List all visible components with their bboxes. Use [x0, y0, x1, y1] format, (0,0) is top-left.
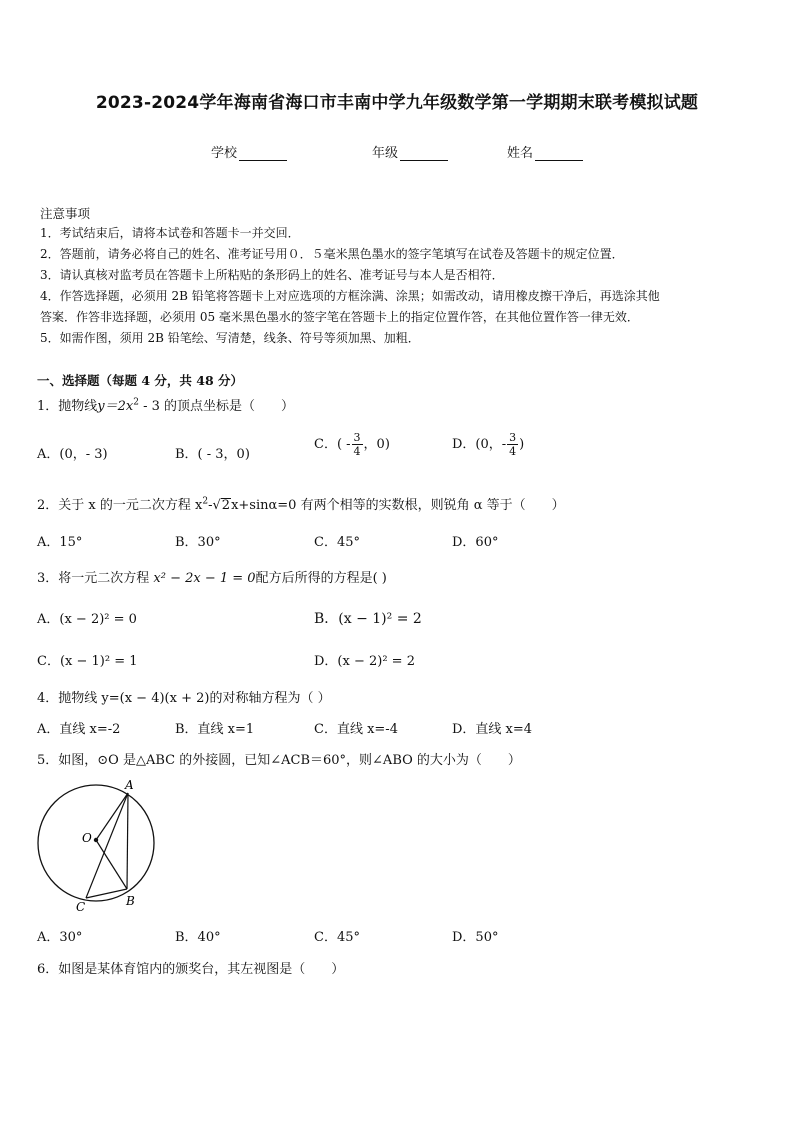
q1-d-suffix: )	[519, 437, 525, 452]
q3-text: 3．将一元二次方程	[37, 571, 150, 586]
q1-equation: y＝2x	[97, 399, 134, 414]
note-item: 2．答题前，请务必将自己的姓名、准考证号用０．５毫米黑色墨水的签字笔填写在试卷及答题卡的规定位置．	[40, 247, 624, 261]
q1-c-denominator: 4	[353, 445, 361, 458]
question-6-stem: 6．如图是某体育馆内的颁奖台，其左视图是（ ）	[37, 962, 345, 977]
q2-sqrt: 2	[221, 498, 231, 513]
q2-option-b[interactable]: B．30°	[175, 535, 221, 550]
grade-field	[372, 142, 448, 161]
label-c: C	[76, 900, 86, 914]
center-point	[94, 838, 98, 842]
question-3-stem	[37, 567, 387, 586]
q4-option-a[interactable]: A．直线 x=-2	[37, 722, 121, 737]
q2-option-c[interactable]: C．45°	[314, 535, 360, 550]
q4-option-d[interactable]: D．直线 x=4	[452, 722, 533, 737]
q5-option-d[interactable]: D．50°	[452, 930, 499, 945]
page-title: 2023-2024学年海南省海口市丰南中学九年级数学第一学期期末联考模拟试题	[95, 93, 699, 113]
question-2-stem: 2．关于 x 的一元二次方程 $x^2-√2x+\sin\alpha=0$ 有两个相等的实数根，则锐角 α 等于（ ）	[37, 496, 565, 513]
q1-text: 1．抛物线	[37, 399, 98, 414]
note-item: 3．请认真核对监考员在答题卡上所粘贴的条形码上的姓名、准考证号与本人是否相符．	[40, 268, 504, 282]
q1-option-a[interactable]: A．(0，- 3)	[37, 447, 108, 462]
q1-text-end: - 3 的顶点坐标是（ ）	[138, 399, 295, 414]
q1-c-numerator: 3	[353, 431, 361, 444]
q1-option-c[interactable]	[314, 431, 390, 458]
q4-option-c[interactable]: C．直线 x=-4	[314, 722, 398, 737]
question-1-stem	[37, 395, 294, 414]
q3-equation: x² − 2x − 1 = 0	[153, 571, 256, 586]
name-label: 姓名	[507, 146, 534, 161]
q3-option-b[interactable]: B．(x − 1)² = 2	[314, 611, 422, 627]
q3-option-d[interactable]: D．(x − 2)² = 2	[314, 654, 415, 669]
label-o: O	[82, 831, 92, 845]
q2-text-end: x+sinα=0 有两个相等的实数根，则锐角 α 等于（ ）	[231, 498, 565, 513]
q2-exponent: 2	[202, 496, 209, 507]
name-field	[507, 142, 583, 161]
q3-option-c[interactable]: C．(x − 1)² = 1	[37, 654, 138, 669]
segment-ob	[96, 840, 127, 889]
q1-exponent: 2	[133, 397, 139, 408]
school-field	[211, 142, 287, 161]
q1-c-fraction	[352, 431, 363, 458]
q3-option-a[interactable]: A．(x − 2)² = 0	[37, 612, 137, 627]
q5-option-c[interactable]: C．45°	[314, 930, 360, 945]
note-item: 4．作答选择题，必须用 2B 铅笔将答题卡上对应选项的方框涂满、涂黑；如需改动，请用橡皮擦干净后，再选涂其他	[40, 289, 660, 303]
notes-heading: 注意事项	[40, 206, 91, 221]
grade-label: 年级	[372, 146, 399, 161]
q2-text: 2．关于 x 的一元二次方程 x	[37, 498, 203, 513]
circumcircle	[38, 785, 154, 901]
q1-d-denominator: 4	[509, 445, 517, 458]
question-4-stem: 4．抛物线 y=(x − 4)(x + 2)的对称轴方程为（ ）	[37, 691, 331, 706]
grade-blank	[400, 148, 448, 161]
segment-cb	[86, 889, 127, 898]
q5-option-b[interactable]: B．40°	[175, 930, 221, 945]
q2-option-d[interactable]: D．60°	[452, 535, 499, 550]
q1-c-prefix: C．( -	[314, 437, 351, 452]
q4-option-b[interactable]: B．直线 x=1	[175, 722, 255, 737]
name-blank	[535, 148, 583, 161]
segment-ab	[127, 793, 128, 889]
section-heading: 一、选择题（每题 4 分，共 48 分）	[37, 373, 244, 388]
circle-diagram	[30, 775, 165, 915]
label-a: A	[125, 778, 134, 792]
q2-minus: -	[208, 498, 213, 513]
note-item: 1．考试结束后，请将本试卷和答题卡一并交回．	[40, 226, 300, 240]
q1-d-prefix: D．(0，-	[452, 437, 507, 452]
label-b: B	[126, 894, 135, 908]
q1-d-fraction	[507, 431, 518, 458]
segment-ac	[86, 793, 128, 898]
school-blank	[239, 148, 287, 161]
note-item: 5．如需作图，须用 2B 铅笔绘、写清楚，线条、符号等须加黑、加粗．	[40, 331, 420, 345]
note-item: 答案．作答非选择题，必须用 05 毫米黑色墨水的签字笔在答题卡上的指定位置作答，在其他位置作答一律无效．	[40, 310, 639, 324]
q1-option-d[interactable]	[452, 431, 524, 458]
q1-d-numerator: 3	[509, 431, 517, 444]
q2-option-a[interactable]: A．15°	[37, 535, 83, 550]
question-5-stem: 5．如图，⊙O 是△ABC 的外接圆，已知∠ACB＝60°，则∠ABO 的大小为（ ）	[37, 753, 521, 768]
q3-text-end: 配方后所得的方程是( )	[255, 571, 387, 586]
q5-option-a[interactable]: A．30°	[37, 930, 83, 945]
school-label: 学校	[211, 146, 238, 161]
q1-c-suffix: ，0)	[363, 437, 390, 452]
q1-option-b[interactable]: B．( - 3，0)	[175, 447, 250, 462]
